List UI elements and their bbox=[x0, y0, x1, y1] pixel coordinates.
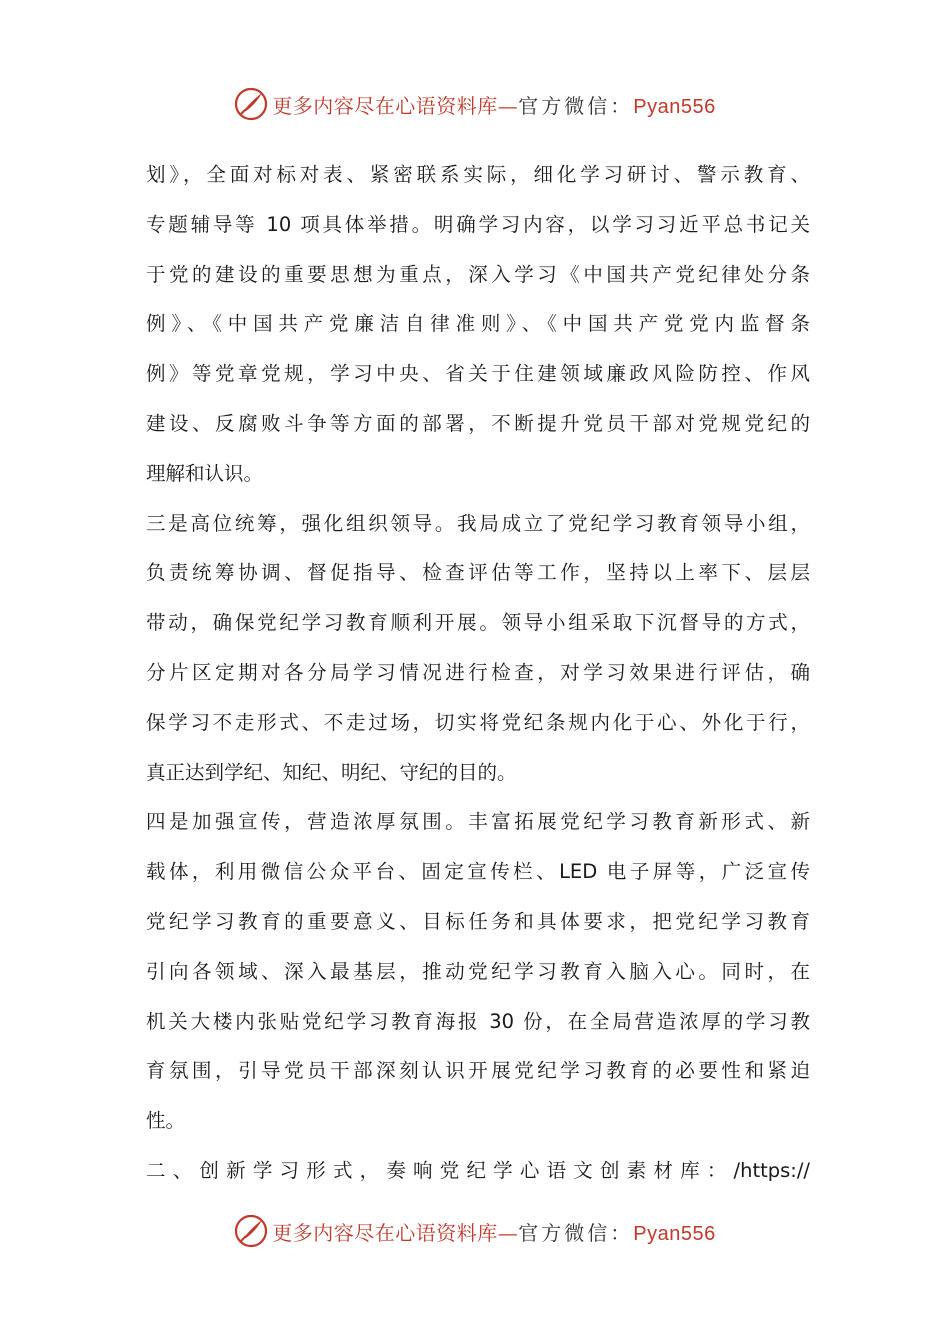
body-line: 性。 bbox=[146, 1109, 186, 1133]
document-body bbox=[146, 150, 810, 1196]
footer-dash: — bbox=[497, 1220, 519, 1245]
header-wechat-label: 官方微信： bbox=[518, 93, 634, 118]
header-wechat-id: Pyan556 bbox=[633, 95, 716, 118]
header-dash: — bbox=[497, 93, 519, 118]
header-banner bbox=[0, 84, 950, 124]
body-line: 例》等党章党规，学习中央、省关于住建领域廉政风险防控、作风 bbox=[146, 362, 810, 386]
body-line: 带动，确保党纪学习教育顺利开展。领导小组采取下沉督导的方式， bbox=[146, 611, 810, 635]
body-line: 保学习不走形式、不走过场，切实将党纪条规内化于心、外化于行， bbox=[146, 710, 810, 734]
footer-brand: 更多内容尽在心语资料库 bbox=[272, 1220, 498, 1245]
header-text bbox=[272, 90, 715, 119]
quill-logo-icon bbox=[234, 1214, 268, 1248]
body-line: 划》，全面对标对表、紧密联系实际，细化学习研讨、警示教育、 bbox=[146, 163, 810, 186]
body-line: 四是加强宣传，营造浓厚氛围。丰富拓展党纪学习教育新形式、新 bbox=[146, 810, 810, 834]
body-line: 二、创新学习形式，奏响党纪学心语文创素材库：/https:// bbox=[146, 1158, 810, 1182]
quill-logo-icon bbox=[234, 87, 268, 121]
body-line: 真正达到学纪、知纪、明纪、守纪的目的。 bbox=[146, 760, 517, 784]
footer-wechat-id: Pyan556 bbox=[633, 1222, 716, 1245]
body-line: 例》、《中国共产党廉洁自律准则》、《中国共产党党内监督条 bbox=[146, 312, 810, 336]
body-line: 理解和认识。 bbox=[146, 461, 264, 485]
body-line: 引向各领域、深入最基层，推动党纪学习教育入脑入心。同时，在 bbox=[146, 959, 810, 983]
body-line: 载体，利用微信公众平台、固定宣传栏、LED 电子屏等，广泛宣传 bbox=[146, 860, 810, 884]
footer-banner bbox=[0, 1211, 950, 1251]
body-line: 负责统筹协调、督促指导、检查评估等工作，坚持以上率下、层层 bbox=[146, 561, 810, 585]
footer-wechat-label: 官方微信： bbox=[518, 1220, 634, 1245]
body-line: 建设、反腐败斗争等方面的部署，不断提升党员干部对党规党纪的 bbox=[146, 411, 810, 435]
body-line: 党纪学习教育的重要意义、目标任务和具体要求，把党纪学习教育 bbox=[146, 909, 810, 933]
body-line: 于党的建设的重要思想为重点，深入学习《中国共产党纪律处分条 bbox=[146, 262, 810, 286]
body-line: 专题辅导等 10 项具体举措。明确学习内容，以学习习近平总书记关 bbox=[146, 212, 810, 236]
body-line: 机关大楼内张贴党纪学习教育海报 30 份，在全局营造浓厚的学习教 bbox=[146, 1009, 810, 1033]
body-line: 育氛围，引导党员干部深刻认识开展党纪学习教育的必要性和紧迫 bbox=[146, 1059, 810, 1083]
body-line: 三是高位统筹，强化组织领导。我局成立了党纪学习教育领导小组， bbox=[146, 511, 810, 535]
header-brand: 更多内容尽在心语资料库 bbox=[272, 93, 498, 118]
body-line: 分片区定期对各分局学习情况进行检查，对学习效果进行评估，确 bbox=[146, 660, 810, 684]
footer-text bbox=[272, 1217, 715, 1246]
